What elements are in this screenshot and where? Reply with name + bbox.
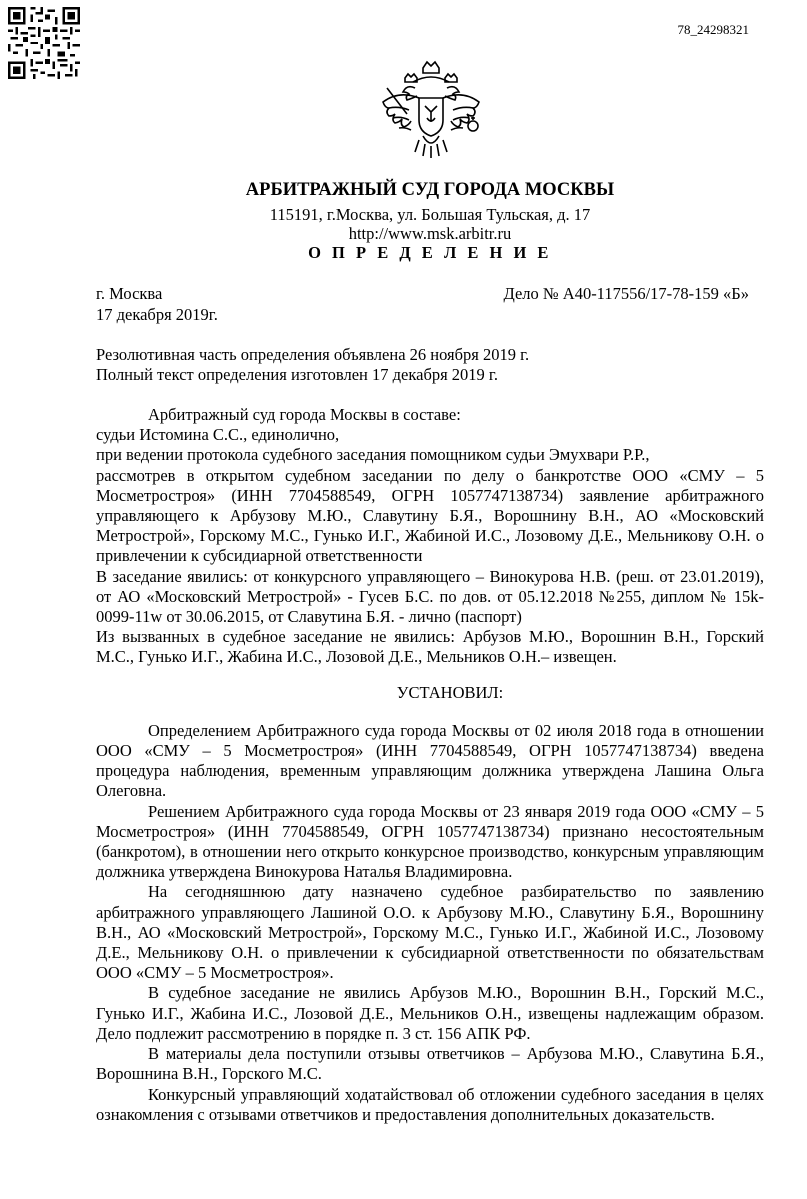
attendees-paragraph: В заседание явились: от конкурсного управляющего – Винокурова Н.В. (реш. от 23.01.2019), от АО «Московский Метрострой» - Гусев Б.С. по дов. от 05.12.2018 №255, диплом № 15k-0099-11w от 30.06.2015, от Славутина Б.Я. - лично (паспорт) [96, 566, 764, 627]
finding-paragraph-5: В материалы дела поступили отзывы ответчиков – Арбузова М.Ю., Славутина Б.Я., Ворошнина В.Н., Горского М.С. [96, 1044, 764, 1084]
case-number: Дело № А40-117556/17-78-159 «Б» [503, 284, 749, 303]
case-description: рассмотрев в открытом судебном заседании по делу о банкротстве ООО «СМУ – 5 Мосметростроя» (ИНН 7704588549, ОГРН 1057747138734) заявление арбитражного управляющего к Арбузову М.Ю., Славутину Б.Я., Ворошнину В.Н., АО «Московский Метрострой», Горскому М.С., Гунько И.Г., Жабиной И.С., Лозовому Д.Е., Мельникову О.Н. о привлечении к субсидиарной ответственности [96, 465, 764, 566]
finding-paragraph-1: Определением Арбитражного суда города Москвы от 02 июля 2018 года в отношении ООО «СМУ – 5 Мосметростроя» (ИНН 7704588549, ОГРН 1057747138734) введена процедура наблюдения, временным управляющим должника утверждена Лашина Ольга Олеговна. [96, 720, 764, 801]
document-body [96, 405, 764, 1125]
resolution-notes [96, 345, 756, 385]
full-text-note: Полный текст определения изготовлен 17 декабря 2019 г. [96, 365, 498, 384]
document-id: 78_24298321 [677, 22, 749, 37]
absentees-paragraph: Из вызванных в судебное заседание не явились: Арбузов М.Ю., Ворошнин В.Н., Горский М.С., Гунько И.Г., Жабина И.С., Лозовой Д.Е., Мельников О.Н.– извещен. [96, 627, 764, 667]
document-place: г. Москва [96, 284, 163, 303]
document-type: О П Р Е Д Е Л Е Н И Е [308, 243, 552, 262]
qr-code [8, 4, 80, 82]
court-address: 115191, г.Москва, ул. Большая Тульская, д. 17 [269, 205, 591, 224]
finding-paragraph-2: Решением Арбитражного суда города Москвы от 23 января 2019 года ООО «СМУ – 5 Мосметростроя» (ИНН 7704588549, ОГРН 1057747138734) признано несостоятельным (банкротом), в отношении него открыто конкурсное производство, конкурсным управляющим должника утверждена Винокурова Наталья Владимировна. [96, 801, 764, 882]
finding-paragraph-3: На сегодняшнюю дату назначено судебное разбирательство по заявлению арбитражного управляющего Лашиной О.О. к Арбузову М.Ю., Славутину Б.Я., Ворошнину В.Н., АО «Московский Метрострой», Горскому М.С., Гунько И.Г., Жабиной И.С., Лозовому Д.Е., Мельникову О.Н. о привлечении к субсидиарной ответственности по обязательствам ООО «СМУ – 5 Мосметростроя». [96, 882, 764, 983]
protocol-line: при ведении протокола судебного заседания помощником судьи Эмухвари Р.Р., [96, 445, 650, 465]
judge-line: судьи Истомина С.С., единолично, [96, 425, 340, 445]
court-website: http://www.msk.arbitr.ru [348, 224, 512, 243]
coat-of-arms-eagle-icon [375, 58, 487, 168]
established-heading: УСТАНОВИЛ: [396, 682, 504, 702]
court-composition: Арбитражный суд города Москвы в составе: [148, 405, 461, 424]
finding-paragraph-6: Конкурсный управляющий ходатайствовал об отложении судебного заседания в целях ознакомления с отзывами ответчиков и предоставления дополнительных доказательств. [96, 1084, 764, 1124]
resolution-announced-note: Резолютивная часть определения объявлена 26 ноября 2019 г. [96, 345, 530, 364]
document-date: 17 декабря 2019г. [96, 305, 218, 324]
finding-paragraph-4: В судебное заседание не явились Арбузов М.Ю., Ворошнин В.Н., Горский М.С., Гунько И.Г., Жабина И.С., Лозовой Д.Е., Мельников О.Н., извещены надлежащим образом. Дело подлежит рассмотрению в порядке п. 3 ст. 156 АПК РФ. [96, 983, 764, 1043]
court-name: АРБИТРАЖНЫЙ СУД ГОРОДА МОСКВЫ [245, 180, 615, 200]
